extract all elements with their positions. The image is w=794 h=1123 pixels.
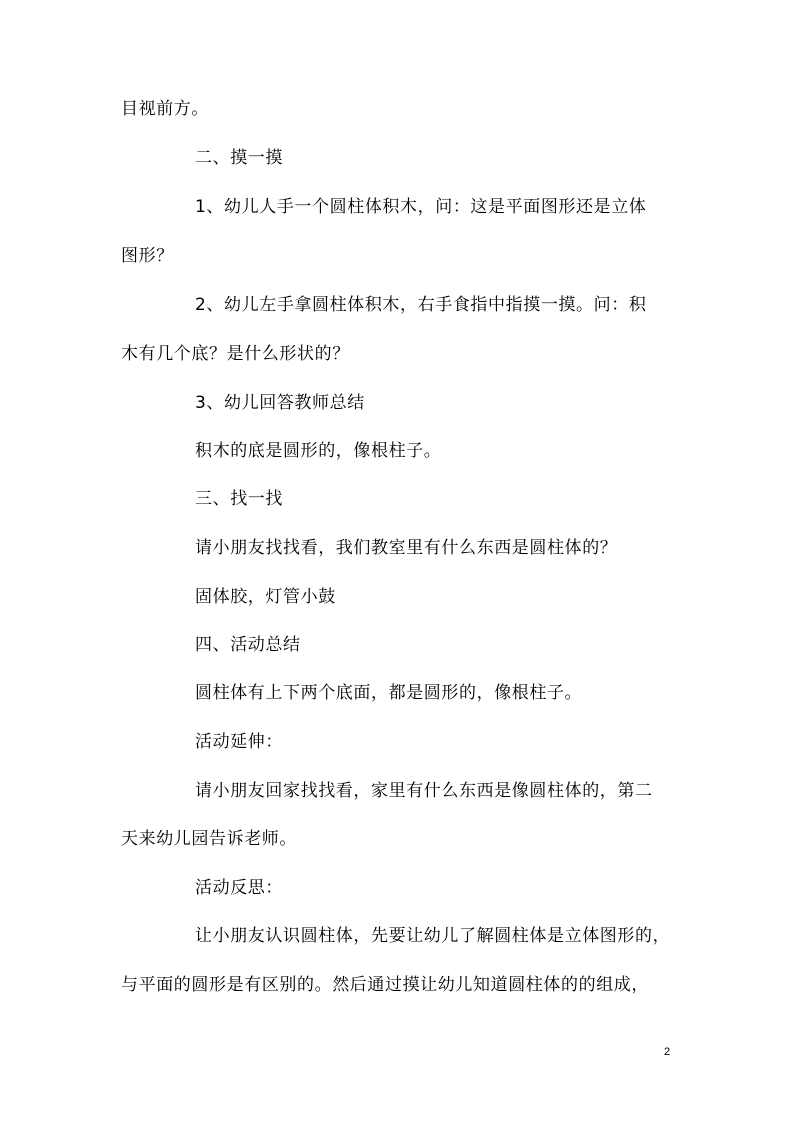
section-heading: 活动反思：	[195, 878, 283, 898]
text-line: 2、幼儿左手拿圆柱体积木，右手食指中指摸一摸。问：积	[195, 295, 647, 315]
text-line: 请小朋友找找看，我们教室里有什么东西是圆柱体的？	[195, 538, 618, 558]
page-number: 2	[664, 1046, 671, 1058]
text-line: 圆柱体有上下两个底面，都是圆形的，像根柱子。	[195, 683, 583, 703]
section-heading: 活动延伸：	[195, 732, 283, 752]
section-heading: 四、活动总结	[195, 635, 301, 655]
text-line: 木有几个底？是什么形状的？	[121, 344, 350, 364]
text-line: 固体胶，灯管小鼓	[195, 587, 336, 607]
text-line: 3、幼儿回答教师总结	[195, 393, 365, 413]
text-line: 与平面的圆形是有区别的。然后通过摸让幼儿知道圆柱体的的组成，	[121, 975, 649, 995]
text-line: 让小朋友认识圆柱体，先要让幼儿了解圆柱体是立体图形的，	[195, 926, 671, 946]
text-line: 图形？	[121, 246, 174, 266]
text-line: 天来幼儿园告诉老师。	[121, 829, 297, 849]
text-line: 请小朋友回家找找看，家里有什么东西是像圆柱体的，第二	[195, 781, 653, 801]
text-line: 积木的底是圆形的，像根柱子。	[195, 441, 442, 461]
section-heading: 三、找一找	[195, 489, 283, 509]
section-heading: 二、摸一摸	[195, 148, 283, 168]
text-line: 1、幼儿人手一个圆柱体积木，问：这是平面图形还是立体	[195, 197, 647, 217]
text-line: 目视前方。	[121, 99, 209, 119]
